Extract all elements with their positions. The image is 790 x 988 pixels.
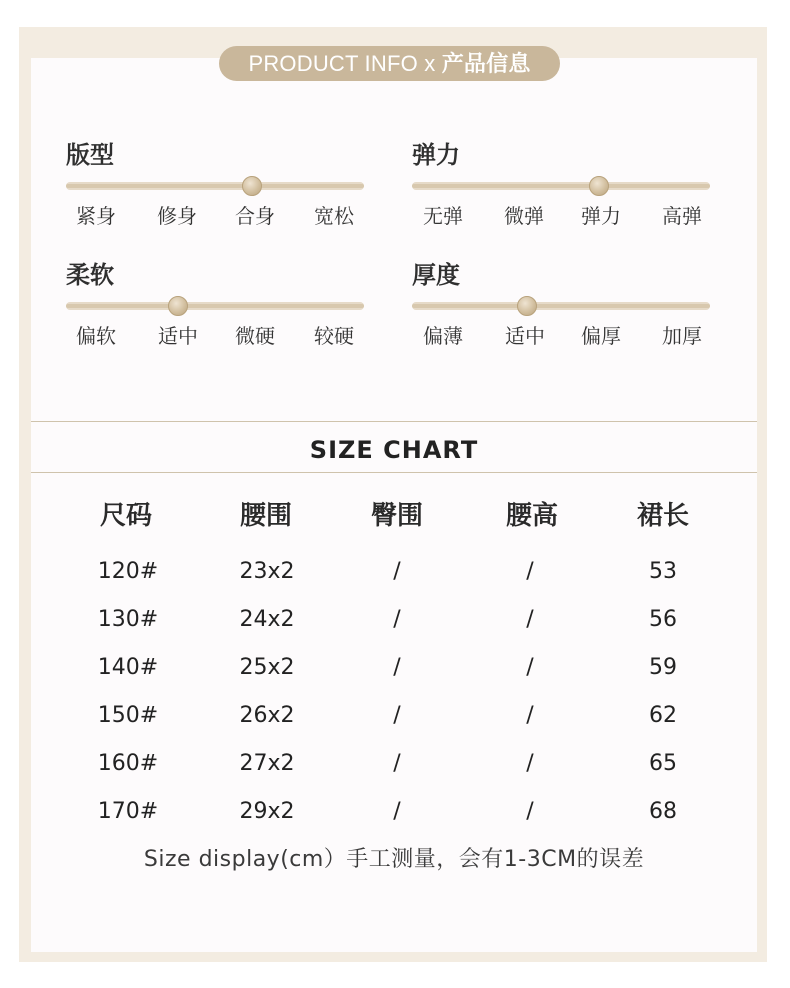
column-header-skirt-length: 裙长 [636, 501, 689, 531]
attribute-option: 微硬 [235, 324, 275, 348]
attribute-scale-track [66, 302, 364, 310]
table-cell: 26x2 [239, 703, 295, 728]
column-header-waist: 腰围 [239, 501, 292, 531]
attribute-softness [66, 260, 366, 350]
table-cell: / [526, 703, 534, 728]
table-cell: 27x2 [239, 751, 295, 776]
attribute-option: 适中 [505, 324, 545, 348]
attribute-title: 厚度 [412, 261, 460, 289]
table-cell: 29x2 [239, 799, 295, 824]
attribute-option: 紧身 [76, 204, 116, 228]
attribute-option: 高弹 [662, 204, 702, 228]
table-cell: 25x2 [239, 655, 295, 680]
table-cell: 65 [649, 751, 677, 776]
attribute-option: 偏薄 [423, 324, 463, 348]
table-cell: 150# [97, 703, 159, 728]
table-cell: / [526, 655, 534, 680]
divider-top [31, 421, 757, 422]
divider-bottom [31, 472, 757, 473]
table-cell: / [393, 799, 401, 824]
attribute-option: 合身 [235, 204, 275, 228]
table-cell: 24x2 [239, 607, 295, 632]
attribute-option: 偏软 [76, 324, 116, 348]
table-cell: / [393, 607, 401, 632]
table-cell: 170# [97, 799, 159, 824]
table-cell: 68 [649, 799, 677, 824]
column-header-size: 尺码 [99, 501, 152, 531]
attribute-option: 适中 [158, 324, 198, 348]
attribute-elasticity [412, 140, 712, 230]
attribute-title: 弹力 [412, 141, 460, 169]
attribute-option: 偏厚 [581, 324, 621, 348]
attribute-title: 柔软 [66, 261, 114, 289]
table-cell: / [393, 751, 401, 776]
header-title-cn: 产品信息 [441, 52, 531, 77]
header-title-en: PRODUCT INFO x [248, 51, 442, 76]
table-cell: / [393, 655, 401, 680]
column-header-waist-height: 腰高 [505, 501, 558, 531]
attribute-scale-marker [242, 176, 262, 196]
attribute-option: 修身 [157, 204, 197, 228]
size-chart-title: SIZE CHART [309, 436, 479, 464]
table-cell: 140# [97, 655, 159, 680]
attribute-scale-track [412, 182, 710, 190]
table-cell: 59 [649, 655, 677, 680]
measurement-note: Size display(cm）手工测量，会有1-3CM的误差 [143, 847, 645, 872]
attribute-option: 加厚 [662, 324, 702, 348]
attribute-scale-track [412, 302, 710, 310]
table-cell: / [393, 703, 401, 728]
table-cell: / [526, 607, 534, 632]
attribute-fit [66, 140, 366, 230]
table-cell: 23x2 [239, 559, 295, 584]
attribute-scale-track [66, 182, 364, 190]
attribute-option: 无弹 [423, 204, 463, 228]
section-header-product-info [219, 46, 560, 81]
attribute-scale-marker [589, 176, 609, 196]
column-header-hip: 臀围 [370, 501, 423, 531]
table-cell: 62 [649, 703, 677, 728]
attribute-option: 微弹 [504, 204, 544, 228]
table-cell: 130# [97, 607, 159, 632]
attribute-scale-marker [168, 296, 188, 316]
table-cell: / [526, 799, 534, 824]
table-cell: / [526, 751, 534, 776]
attribute-option: 宽松 [314, 204, 354, 228]
table-cell: 53 [649, 559, 677, 584]
attribute-option: 弹力 [581, 204, 621, 228]
table-cell: 120# [97, 559, 159, 584]
attribute-title: 版型 [66, 141, 114, 169]
attribute-scale-marker [517, 296, 537, 316]
table-cell: / [393, 559, 401, 584]
table-cell: 56 [649, 607, 677, 632]
attribute-option: 较硬 [314, 324, 354, 348]
table-cell: / [526, 559, 534, 584]
attribute-thickness [412, 260, 712, 350]
table-cell: 160# [97, 751, 159, 776]
